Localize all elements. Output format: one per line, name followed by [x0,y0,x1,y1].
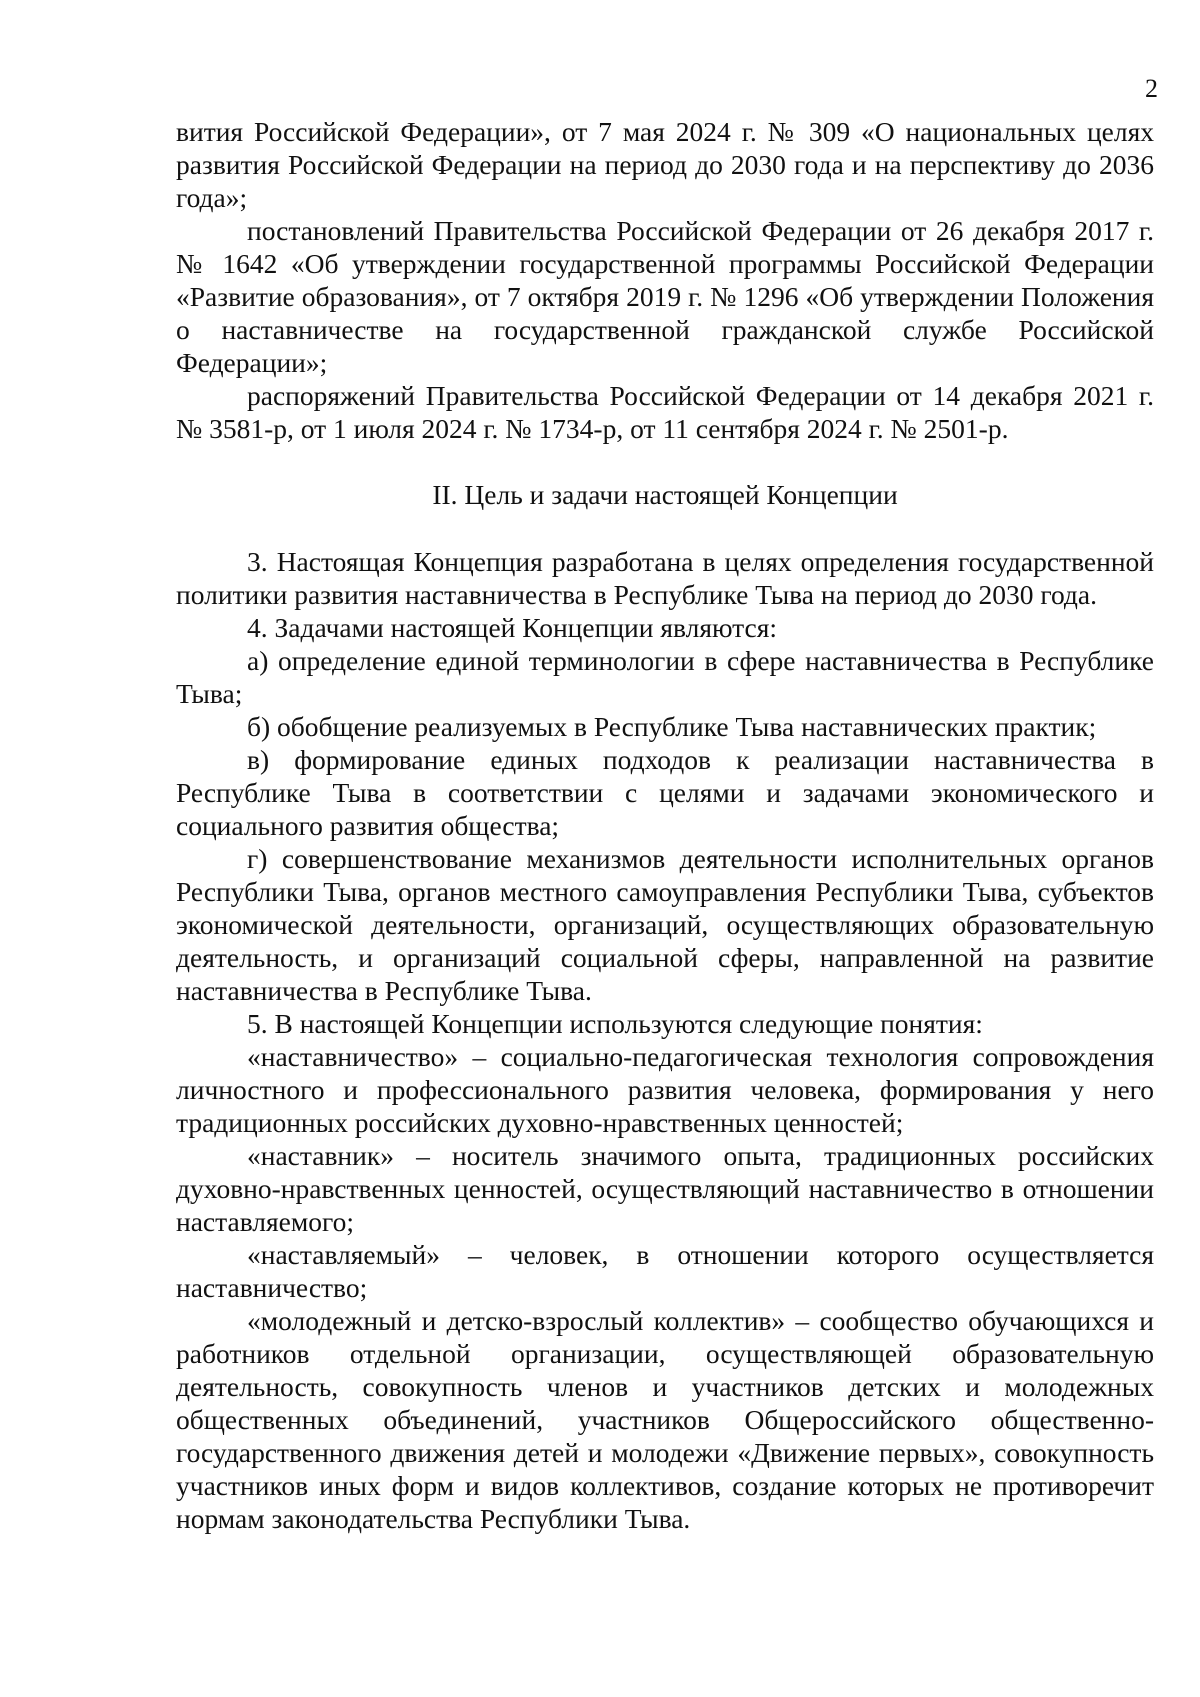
page-number: 2 [1145,74,1158,103]
paragraph-government-decrees: постановлений Правительства Российской Федерации от 26 декабря 2017 г. № 1642 «Об утверждении государственной программы Российской Федерации «Развитие образования», от 7 октября 2019 г. № 1296 «Об утверждении Положения о наставничестве на государственной гражданской службе Российской Федерации»; [176,215,1154,378]
paragraph-continuation: вития Российской Федерации», от 7 мая 2024 г. № 309 «О национальных целях развития Российской Федерации на период до 2030 года и на перспективу до 2036 года»; [176,116,1154,213]
paragraph-task-a: а) определение единой терминологии в сфере наставничества в Республике Тыва; [176,645,1154,709]
paragraph-item-4: 4. Задачами настоящей Концепции являются: [247,612,778,643]
definition-youth-collective: «молодежный и детско-взрослый коллектив» – сообщество обучающихся и работников отдельной организации, осуществляющей образовательную деятельность, совокупность членов и участников детских и молодежных общественных объединений, участников Общероссийского общественно-государственного движения детей и молодежи «Движение первых», совокупность участников иных форм и видов коллективов, создание которых не противоречит нормам законодательства Республики Тыва. [176,1305,1154,1534]
document-body [176,115,1154,1535]
definition-mentoring: «наставничество» – социально-педагогическая технология сопровождения личностного и профессионального развития человека, формирования у него традиционных российских духовно-нравственных ценностей; [176,1041,1154,1138]
paragraph-government-orders: распоряжений Правительства Российской Федерации от 14 декабря 2021 г. № 3581-р, от 1 июля 2024 г. № 1734-р, от 11 сентября 2024 г. № 2501-р. [176,380,1154,444]
definition-mentor: «наставник» – носитель значимого опыта, традиционных российских духовно-нравственных ценностей, осуществляющий наставничество в отношении наставляемого; [176,1140,1154,1237]
paragraph-task-v: в) формирование единых подходов к реализации наставничества в Республике Тыва в соответствии с целями и задачами экономического и социального развития общества; [176,744,1154,841]
paragraph-item-5: 5. В настоящей Концепции используются следующие понятия: [247,1008,983,1039]
paragraph-item-3: 3. Настоящая Концепция разработана в целях определения государственной политики развития наставничества в Республике Тыва на период до 2030 года. [176,546,1154,610]
paragraph-task-b: б) обобщение реализуемых в Республике Тыва наставнических практик; [247,711,1097,742]
definition-mentee: «наставляемый» – человек, в отношении которого осуществляется наставничество; [176,1239,1154,1303]
paragraph-task-g: г) совершенствование механизмов деятельности исполнительных органов Республики Тыва, органов местного самоуправления Республики Тыва, субъектов экономической деятельности, организаций, осуществляющих образовательную деятельность, и организаций социальной сферы, направленной на развитие наставничества в Республике Тыва. [176,843,1154,1006]
section-heading: II. Цель и задачи настоящей Концепции [432,479,898,510]
